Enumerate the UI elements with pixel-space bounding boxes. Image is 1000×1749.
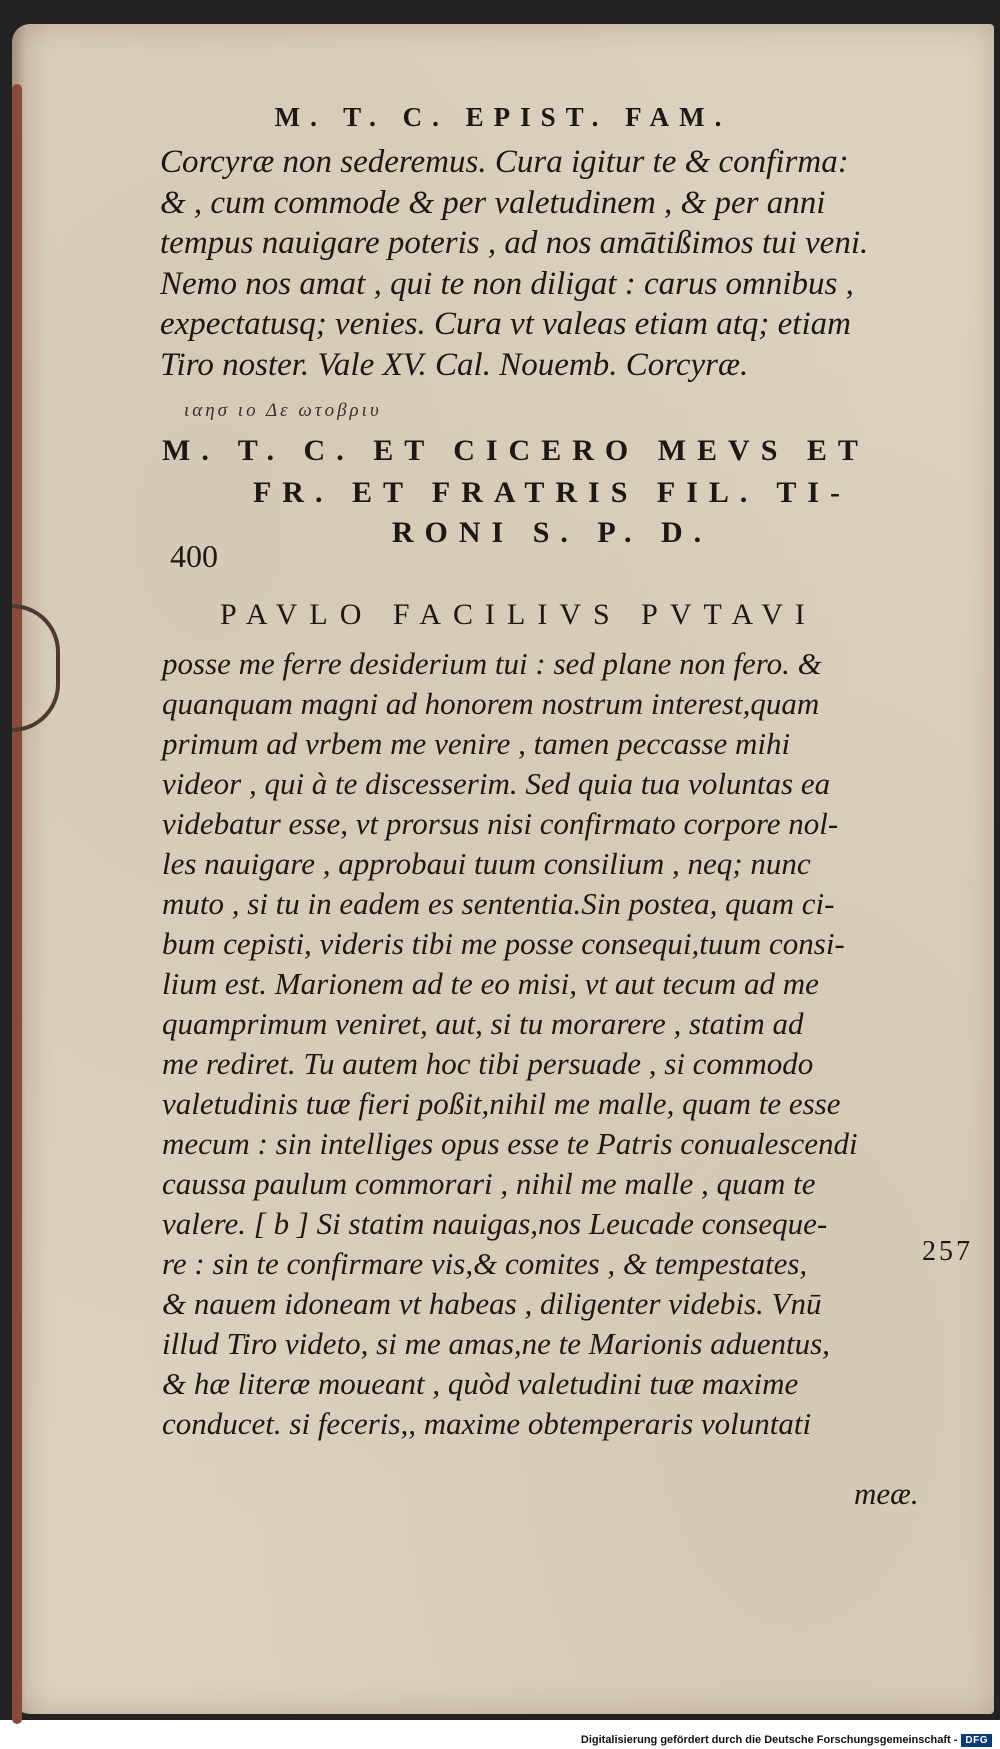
letter-heading-line: FR. ET FRATRIS FIL. TI- — [252, 476, 852, 509]
continued-letter-text — [160, 142, 940, 385]
incipit: PAVLO FACILIVS PVTAVI — [220, 598, 817, 631]
text-line: Corcyræ non sederemus. Cura igitur te & confirma: — [160, 144, 849, 180]
text-line: valetudinis tuæ fieri poßit,nihil me malle, quam te esse — [162, 1086, 841, 1121]
text-line: valere. [ b ] Si statim nauigas,nos Leucade conseque- — [162, 1206, 828, 1241]
handwritten-note: ιαησ ιο Δε ωτοβριυ — [184, 400, 382, 421]
text-line: re : sin te confirmare vis,& comites , & tempestates, — [162, 1246, 808, 1281]
text-line: & , cum commode & per valetudinem , & per anni — [160, 184, 826, 221]
letter-heading-line: RONI S. P. D. — [391, 516, 713, 549]
text-line: Nemo nos amat , qui te non diligat : carus omnibus , — [160, 265, 854, 302]
text-line: muto , si tu in eadem es sententia.Sin postea, quam ci- — [162, 886, 835, 921]
text-line: me rediret. Tu autem hoc tibi persuade , si commodo — [162, 1046, 814, 1081]
text-line: quanquam magni ad honorem nostrum interest,quam — [162, 686, 820, 721]
dfg-logo: DFG — [961, 1734, 992, 1747]
text-line: videbatur esse, vt prorsus nisi confirmato corpore nol- — [162, 806, 839, 841]
text-line: expectatusq; venies. Cura vt valeas etiam atq; etiam — [160, 306, 851, 342]
catchword: meæ. — [854, 1476, 919, 1511]
signature-number: 257 — [922, 1236, 973, 1267]
text-line: & hæ literæ moueant , quòd valetudini tuæ maxime — [162, 1366, 799, 1401]
text-line: posse me ferre desiderium tui : sed plane non fero. & — [162, 646, 822, 681]
page-edge — [12, 84, 22, 1724]
text-line: Tiro noster. Vale XV. Cal. Nouemb. Corcyræ. — [160, 346, 749, 383]
text-line: conducet. si feceris,, maxime obtemperaris voluntati — [162, 1406, 812, 1441]
text-line: videor , qui à te discesserim. Sed quia tua voluntas ea — [162, 766, 831, 801]
credit-text: Digitalisierung gefördert durch die Deutsche Forschungsgemeinschaft - — [580, 1734, 958, 1746]
text-line: quamprimum veniret, aut, si tu morarere , statim ad — [162, 1006, 804, 1041]
text-line: tempus nauigare poteris , ad nos amātißimos tui veni. — [160, 225, 869, 261]
text-line: bum cepisti, videris tibi me posse consequi,tuum consi- — [162, 926, 845, 961]
folio-number: 400 — [170, 538, 218, 574]
text-line: primum ad vrbem me venire , tamen peccasse mihi — [162, 726, 791, 761]
text-line: mecum : sin intelliges opus esse te Patris conualescendi — [162, 1126, 858, 1161]
text-line: caussa paulum commorari , nihil me malle , quam te — [162, 1166, 816, 1201]
thumb-mark — [12, 604, 60, 732]
letter-heading-line: M. T. C. ET CICERO MEVS ET — [162, 434, 869, 467]
text-line: & nauem idoneam vt habeas , diligenter videbis. Vnū — [162, 1286, 822, 1321]
text-line: les nauigare , approbaui tuum consilium , neq; nunc — [162, 846, 811, 881]
text-line: illud Tiro videto, si me amas,ne te Marionis aduentus, — [162, 1326, 830, 1361]
book-page — [12, 24, 994, 1714]
text-line: lium est. Marionem ad te eo misi, vt aut tecum ad me — [162, 966, 819, 1001]
digitization-credit — [581, 1732, 992, 1748]
running-head: M. T. C. EPIST. FAM. — [274, 102, 732, 132]
letter-body-text — [162, 644, 942, 1444]
